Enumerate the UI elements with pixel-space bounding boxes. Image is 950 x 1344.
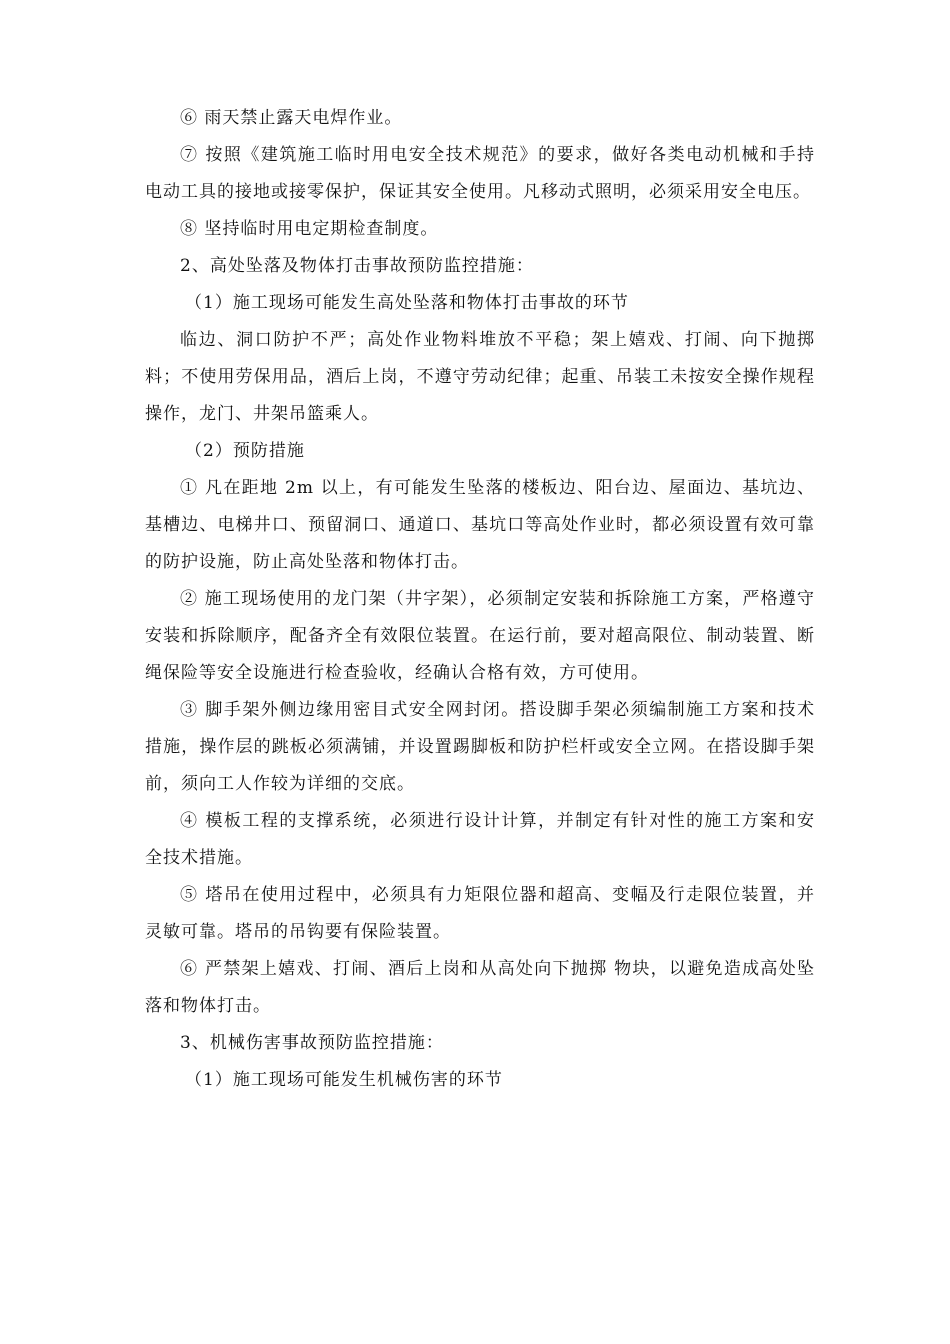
measure-tower-crane: ⑤ 塔吊在使用过程中，必须具有力矩限位器和超高、变幅及行走限位装置，并灵敏可靠。塔吊的吊钩要有保险装置。: [145, 885, 815, 942]
subheading-fall-risk-points: （1）施工现场可能发生高处坠落和物体打击事故的环节: [185, 293, 629, 313]
measure-formwork-support: ④ 模板工程的支撑系统，必须进行设计计算，并制定有针对性的施工方案和安全技术措施。: [145, 811, 815, 868]
subheading-mechanical-risk-points: （1）施工现场可能发生机械伤害的环节: [185, 1070, 503, 1090]
fall-risk-description: 临边、洞口防护不严；高处作业物料堆放不平稳；架上嬉戏、打闹、向下抛掷料；不使用劳保用品，酒后上岗，不遵守劳动纪律；起重、吊装工未按安全操作规程操作，龙门、井架吊篮乘人。: [145, 330, 815, 424]
section-heading-mechanical-injury: 3、机械伤害事故预防监控措施：: [180, 1033, 444, 1053]
measure-scaffold-net: ③ 脚手架外侧边缘用密目式安全网封闭。搭设脚手架必须编制施工方案和技术措施，操作层的跳板必须满铺，并设置踢脚板和防护栏杆或安全立网。在搭设脚手架前，须向工人作较为详细的交底。: [145, 700, 815, 794]
document-body: [145, 100, 815, 1099]
section-heading-fall-prevention: 2、高处坠落及物体打击事故预防监控措施：: [180, 256, 534, 276]
measure-gantry-frame: ② 施工现场使用的龙门架（井字架），必须制定安装和拆除施工方案，严格遵守安装和拆除顺序，配备齐全有效限位装置。在运行前，要对超高限位、制动装置、断绳保险等安全设施进行检查验收，经确认合格有效，方可使用。: [145, 589, 815, 683]
item-power-inspection: ⑧ 坚持临时用电定期检查制度。: [180, 219, 439, 239]
item-rain-welding: ⑥ 雨天禁止露天电焊作业。: [180, 108, 403, 128]
measure-no-horseplay: ⑥ 严禁架上嬉戏、打闹、酒后上岗和从高处向下抛掷 物块，以避免造成高处坠落和物体打击。: [145, 959, 815, 1016]
measure-edge-protection: ① 凡在距地 2m 以上，有可能发生坠落的楼板边、阳台边、屋面边、基坑边、基槽边、电梯井口、预留洞口、通道口、基坑口等高处作业时，都必须设置有效可靠的防护设施，防止高处坠落和物体打击。: [145, 478, 815, 572]
item-electrical-grounding: ⑦ 按照《建筑施工临时用电安全技术规范》的要求，做好各类电动机械和手持电动工具的接地或接零保护，保证其安全使用。凡移动式照明，必须采用安全电压。: [145, 145, 815, 202]
subheading-prevention-measures: （2）预防措施: [185, 441, 305, 461]
